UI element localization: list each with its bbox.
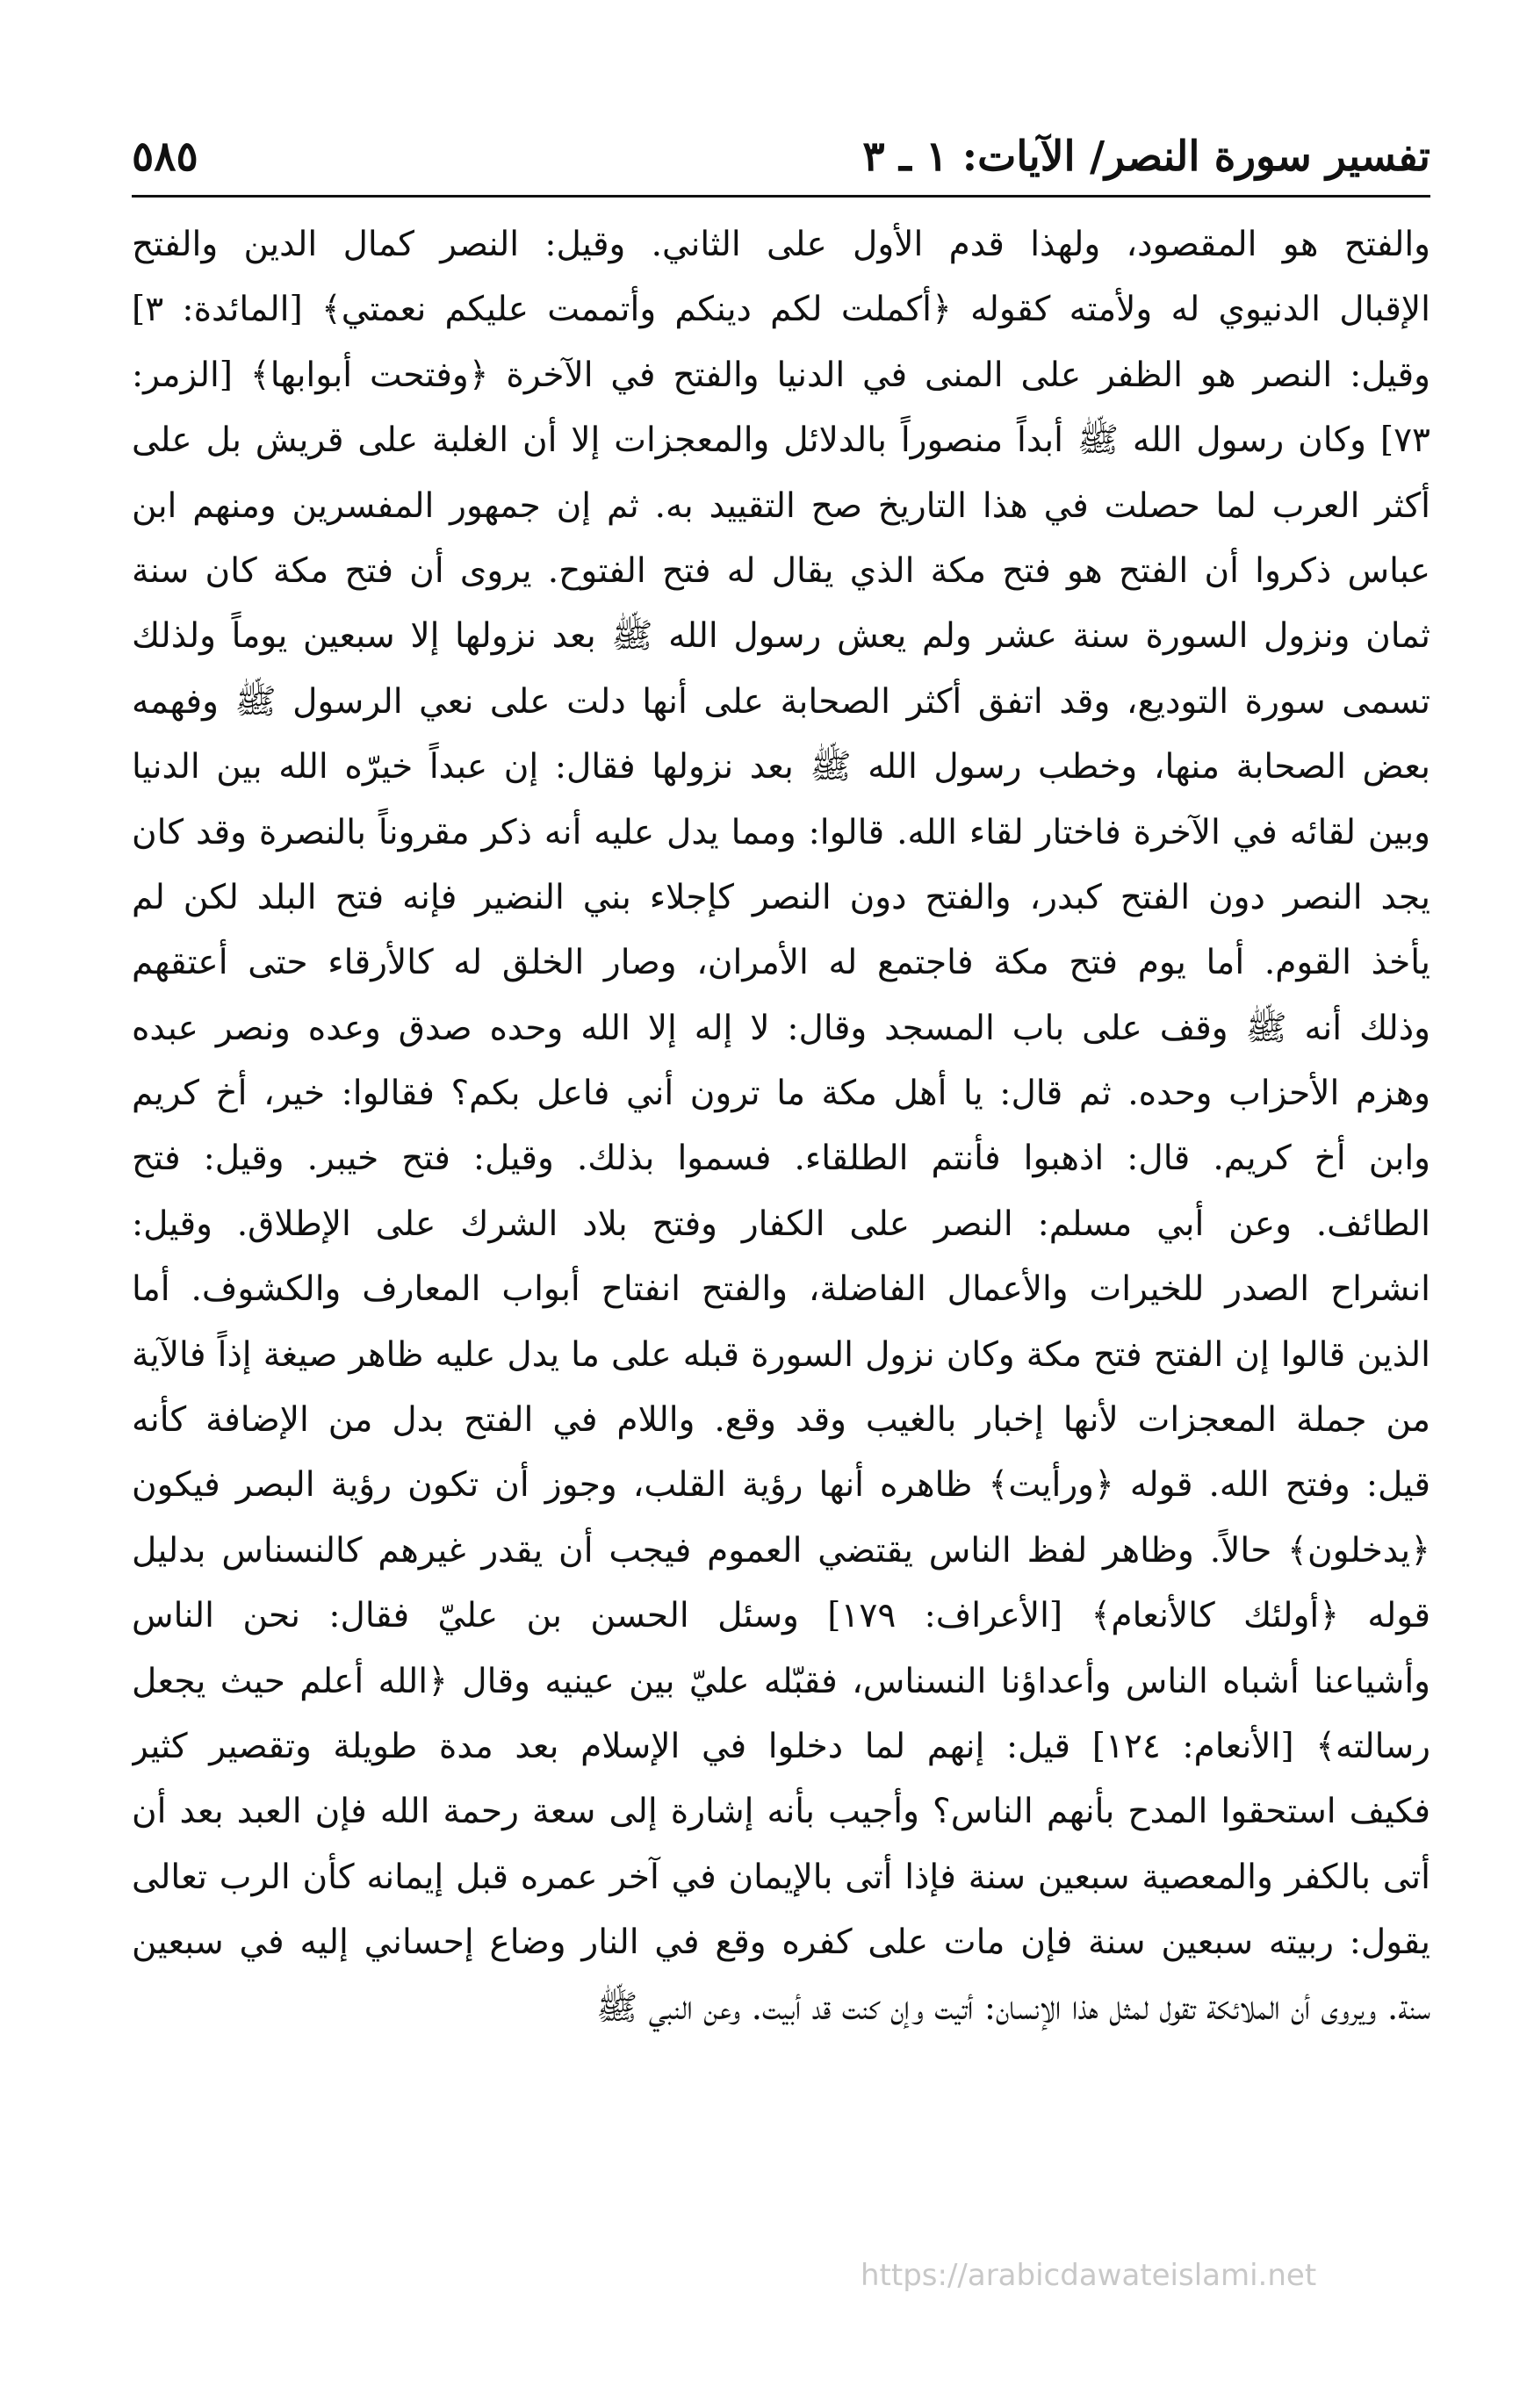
text-line: يقول: ربيته سبعين سنة فإن مات على كفره وقع في النار وضاع إحساني إليه في سبعين <box>132 1923 1430 1963</box>
text-line: بعض الصحابة منها، وخطب رسول الله ﷺ بعد نزولها فقال: إن عبداً خيرّه الله بين الدنيا <box>132 747 1430 787</box>
text-line: ٧٣] وكان رسول الله ﷺ أبداً منصوراً بالدلائل والمعجزات إلا أن الغلبة على قريش بل على <box>132 421 1430 461</box>
text-line: وأشياعنا أشباه الناس وأعداؤنا النسناس، فقبّله عليّ بين عينيه وقال ﴿الله أعلم حيث يجعل <box>132 1661 1430 1701</box>
text-line: انشراح الصدر للخيرات والأعمال الفاضلة، والفتح انفتاح أبواب المعارف والكشوف. أما <box>132 1269 1430 1310</box>
header-title: تفسير سورة النصر/ الآيات: ١ ـ ٣ <box>862 133 1430 181</box>
body-text <box>132 212 1430 2041</box>
text-line: سنة. ويروى أن الملائكة تقول لمثل هذا الإنسان: أتيت وإن كنت قد أبيت. وعن النبي ﷺ <box>596 1987 1430 2028</box>
running-header <box>132 125 1430 190</box>
text-line: أكثر العرب لما حصلت في هذا التاريخ صح التقييد به. ثم إن جمهور المفسرين ومنهم ابن <box>132 485 1430 526</box>
text-line: يأخذ القوم. أما يوم فتح مكة فاجتمع له الأمران، وصار الخلق له كالأرقاء حتى أعتقهم <box>132 943 1430 983</box>
text-line: عباس ذكروا أن الفتح هو فتح مكة الذي يقال له فتح الفتوح. يروى أن فتح مكة كان سنة <box>132 550 1430 591</box>
text-line: فكيف استحقوا المدح بأنهم الناس؟ وأجيب بأنه إشارة إلى سعة رحمة الله فإن العبد بعد أن <box>132 1792 1430 1832</box>
text-line: قوله ﴿أولئك كالأنعام﴾ [الأعراف: ١٧٩] وسئل الحسن بن عليّ فقال: نحن الناس <box>132 1596 1430 1636</box>
text-line: الطائف. وعن أبي مسلم: النصر على الكفار وفتح بلاد الشرك على الإطلاق. وقيل: <box>132 1204 1430 1244</box>
page-number: ٥٨٥ <box>132 133 198 181</box>
text-line: وذلك أنه ﷺ وقف على باب المسجد وقال: لا إله إلا الله وحده صدق وعده ونصر عبده <box>132 1008 1430 1048</box>
text-line: وبين لقائه في الآخرة فاختار لقاء الله. قالوا: ومما يدل عليه أنه ذكر مقروناً بالنصرة وقد كان <box>132 812 1430 852</box>
text-line: من جملة المعجزات لأنها إخبار بالغيب وقد وقع. واللام في الفتح بدل من الإضافة كأنه <box>132 1400 1430 1441</box>
text-line: ثمان ونزول السورة سنة عشر ولم يعش رسول الله ﷺ بعد نزولها إلا سبعين يوماً ولذلك <box>132 616 1430 657</box>
text-line: أتى بالكفر والمعصية سبعين سنة فإذا أتى بالإيمان في آخر عمره قبل إيمانه كأن الرب تعالى <box>132 1857 1430 1897</box>
text-line: رسالته﴾ [الأنعام: ١٢٤] قيل: إنهم لما دخلوا في الإسلام بعد مدة طويلة وتقصير كثير <box>132 1726 1430 1766</box>
header-divider <box>132 195 1430 198</box>
text-line: وابن أخ كريم. قال: اذهبوا فأنتم الطلقاء. فسموا بذلك. وقيل: فتح خيبر. وقيل: فتح <box>132 1139 1430 1179</box>
text-line: وهزم الأحزاب وحده. ثم قال: يا أهل مكة ما ترون أني فاعل بكم؟ فقالوا: خير، أخ كريم <box>132 1074 1430 1114</box>
text-line: قيل: وفتح الله. قوله ﴿ورأيت﴾ ظاهره أنها رؤية القلب، وجوز أن تكون رؤية البصر فيكون <box>132 1465 1430 1506</box>
text-line: الإقبال الدنيوي له ولأمته كقوله ﴿أكملت لكم دينكم وأتممت عليكم نعمتي﴾ [المائدة: ٣] <box>132 290 1430 330</box>
text-line: يجد النصر دون الفتح كبدر، والفتح دون النصر كإجلاء بني النضير فإنه فتح البلد لكن لم <box>132 877 1430 917</box>
text-line: وقيل: النصر هو الظفر على المنى في الدنيا والفتح في الآخرة ﴿وفتحت أبوابها﴾ [الزمر: <box>132 355 1430 395</box>
text-line: الذين قالوا إن الفتح فتح مكة وكان نزول السورة قبله على ما يدل عليه ظاهر صيغة إذاً فالآية <box>132 1334 1430 1375</box>
text-line: والفتح هو المقصود، ولهذا قدم الأول على الثاني. وقيل: النصر كمال الدين والفتح <box>132 225 1430 264</box>
text-line: تسمى سورة التوديع، وقد اتفق أكثر الصحابة على أنها دلت على نعي الرسول ﷺ وفهمه <box>132 681 1430 722</box>
watermark-url: https://arabicdawateislami.net <box>861 2258 1317 2293</box>
text-line: ﴿يدخلون﴾ حالاً. وظاهر لفظ الناس يقتضي العموم فيجب أن يقدر غيرهم كالنسناس بدليل <box>132 1530 1430 1571</box>
